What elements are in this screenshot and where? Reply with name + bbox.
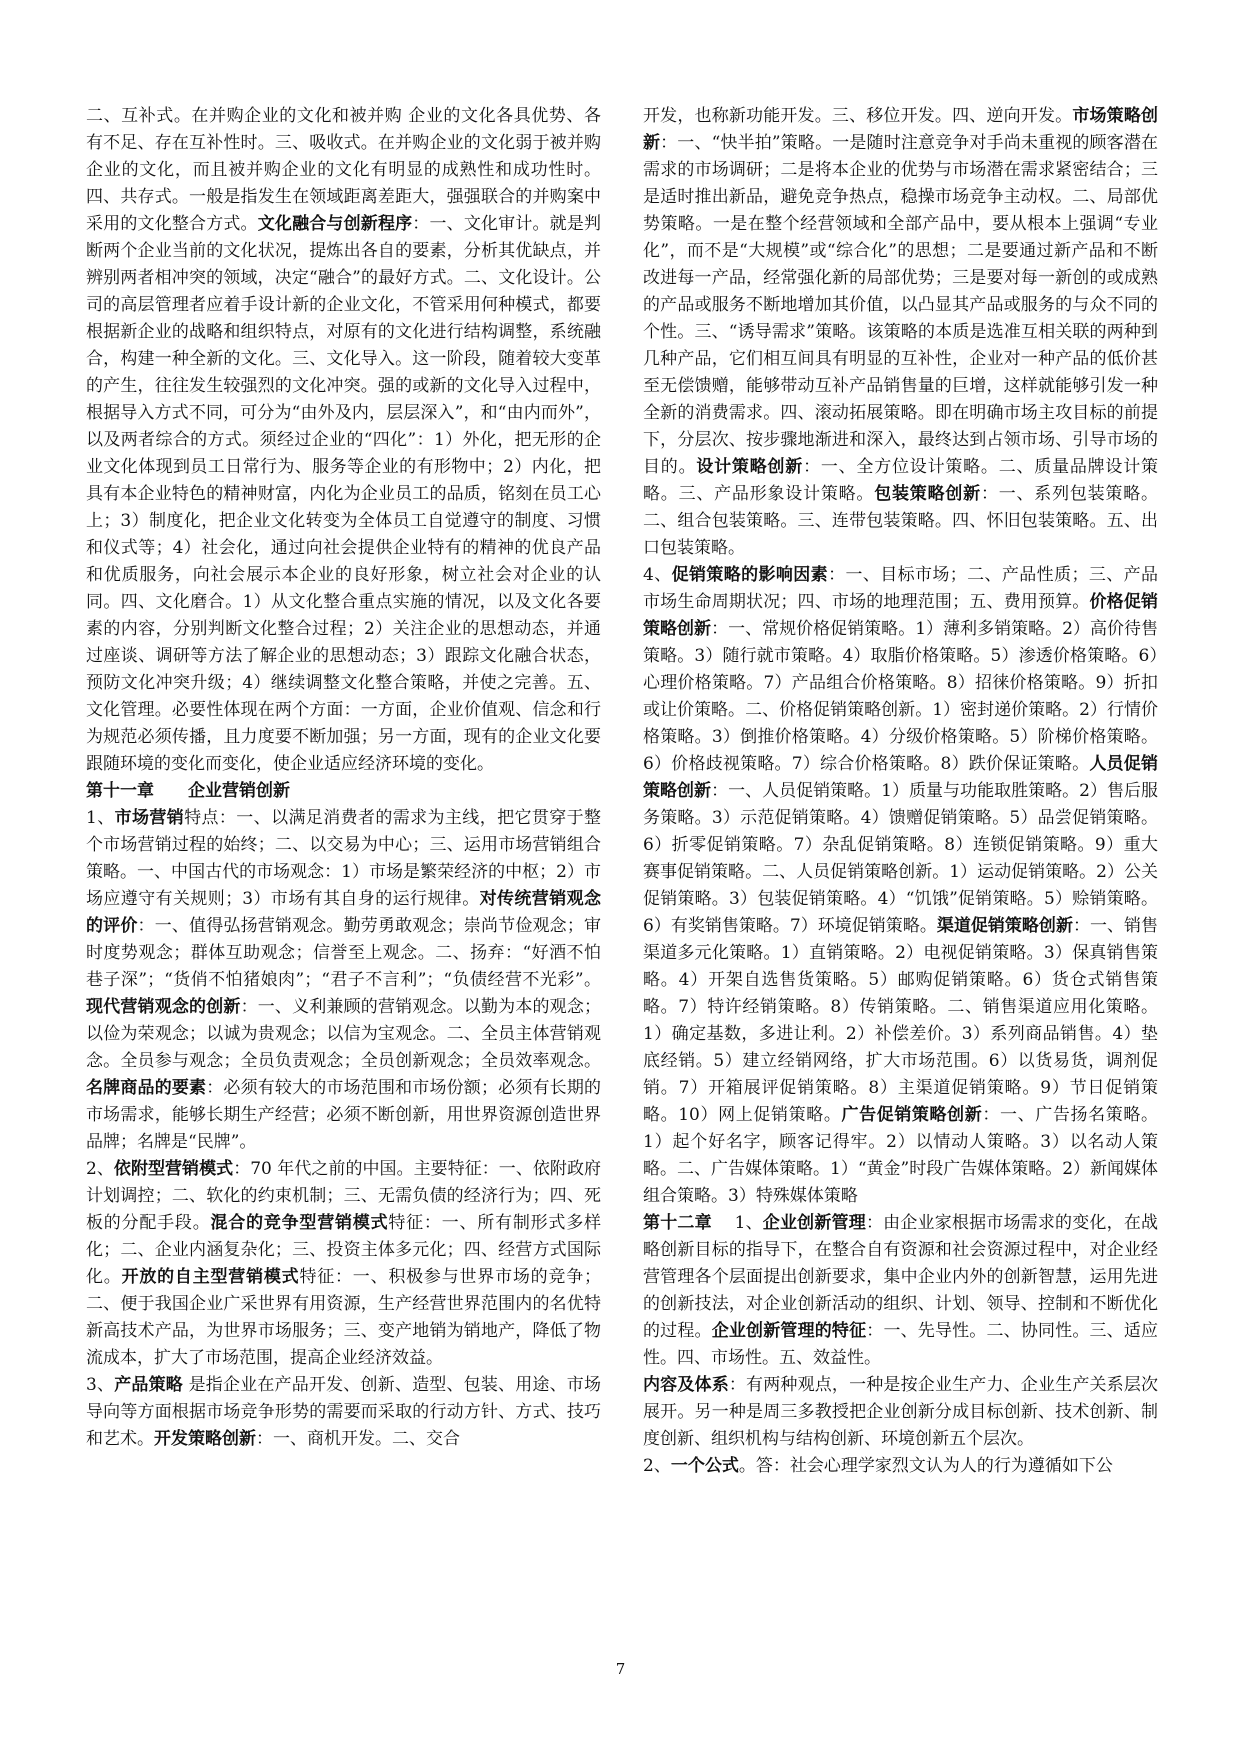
- bold-heading: 依附型营销模式: [113, 1159, 234, 1179]
- bold-heading: 内容及体系: [643, 1375, 729, 1395]
- text-run: 二、互补式。在并购企业的文化和被并购 企业的文化各具优势、各有不足、存在互补性时。三、吸收式。在并购企业的文化弱于被并购企业的文化，而且被并购企业的文化有明显的成熟性和成功性时。四、共存式。一般是指发生在领域距离差距大，强强联合的并购案中采用的文化整合方式。: [86, 106, 601, 234]
- bold-heading: 现代营销观念的创新: [86, 997, 241, 1017]
- bold-heading: 人员促销策略创新: [643, 754, 1158, 801]
- text-run: ：一、目标市场；二、产品性质；三、产品市场生命周期状况；四、市场的地理范围；五、费用预算。: [643, 565, 1158, 612]
- bold-heading: 设计策略创新: [696, 457, 804, 477]
- bold-heading: 名牌商品的要素: [86, 1078, 207, 1098]
- text-run: ：一、“快半拍”策略。一是随时注意竞争对手尚未重视的顾客潜在需求的市场调研；二是将本企业的优势与市场潜在需求紧密结合；三是适时推出新品，避免竞争热点，稳操市场竞争主动权。二、局部优势策略。一是在整个经营领域和全部产品中，要从根本上强调“专业化”，而不是“大规模”或“综合化”的思想；二是要通过新产品和不断改进每一产品，经常强化新的局部优势；三是要对每一新创的或成熟的产品或服务不断地增加其价值，以凸显其产品或服务的与众不同的个性。三、“诱导需求”策略。该策略的本质是选准互相关联的两种到几种产品，它们相互间具有明显的互补性，企业对一种产品的低价甚至无偿馈赠，能够带动互补产品销售量的巨增，这样就能够引发一种全新的消费需求。四、滚动拓展策略。即在明确市场主攻目标的前提下，分层次、按步骤地渐进和深入，最终达到占领市场、引导市场的目的。: [643, 133, 1158, 477]
- text-run: ：一、先导性。二、协同性。三、适应性。四、市场性。五、效益性。: [643, 1321, 1159, 1368]
- paragraph: [643, 103, 1158, 562]
- text-run: ：一、义利兼顾的营销观念。以勤为本的观念；以俭为荣观念；以诚为贵观念；以信为宝观念。二、全员主体营销观念。全员参与观念；全员负责观念；全员创新观念；全员效率观念。: [86, 997, 602, 1071]
- text-run: ：一、销售渠道多元化策略。1）直销策略。2）电视促销策略。3）保真销售策略。4）开架自选售货策略。5）邮购促销策略。6）货仓式销售策略。7）特许经销策略。8）传销策略。二、销售渠道应用化策略。1）确定基数，多进让利。2）补偿差价。3）系列商品销售。4）垫底经销。5）建立经销网络，扩大市场范围。6）以货易货，调剂促销。7）开箱展评促销策略。8）主渠道促销策略。9）节日促销策略。10）网上促销策略。: [643, 916, 1159, 1125]
- bold-heading: 渠道促销策略创新: [936, 916, 1073, 936]
- bold-heading: 企业创新管理: [762, 1213, 866, 1233]
- paragraph: [86, 1156, 601, 1372]
- bold-heading: 第十二章: [643, 1213, 712, 1233]
- text-run: 开发，也称新功能开发。三、移位开发。四、逆向开发。: [643, 106, 1073, 126]
- text-run: 4、: [643, 565, 672, 585]
- text-run: ：一、广告扬名策略。1）起个好名字，顾客记得牢。2）以情动人策略。3）以名动人策略。二、广告媒体策略。1）“黄金”时段广告媒体策略。2）新闻媒体组合策略。3）特殊媒体策略: [643, 1105, 1159, 1206]
- paragraph: [643, 1210, 1158, 1372]
- bold-heading: 第十一章 企业营销创新: [86, 781, 290, 801]
- text-run: ：由企业家根据市场需求的变化，在战略创新目标的指导下，在整合自有资源和社会资源过程中，对企业经营管理各个层面提出创新要求，集中企业内外的创新智慧，运用先进的创新技法，对企业创新活动的组织、计划、领导、控制和不断优化的过程。: [643, 1213, 1159, 1341]
- text-run: 是指企业在产品开发、创新、造型、包装、用途、市场导向等方面根据市场竞争形势的需要而采取的行动方针、方式、技巧和艺术。: [86, 1375, 601, 1449]
- text-run: 2、: [643, 1456, 671, 1476]
- right-column: [643, 103, 1158, 1663]
- document-page: [86, 103, 1158, 1663]
- text-run: ：一、文化审计。就是判断两个企业当前的文化状况，提炼出各自的要素，分析其优缺点，并辨别两者相冲突的领域，决定“融合”的最好方式。二、文化设计。公司的高层管理者应着手设计新的企业文化，不管采用何种模式，都要根据新企业的战略和组织特点，对原有的文化进行结构调整，系统融合，构建一种全新的文化。三、文化导入。这一阶段，随着较大变革的产生，往往发生较强烈的文化冲突。强的或新的文化导入过程中，根据导入方式不同，可分为“由外及内，层层深入”，和“由内而外”，以及两者综合的方式。须经过企业的“四化”：1）外化，把无形的企业文化体现到员工日常行为、服务等企业的有形物中；2）内化，把具有本企业特色的精神财富，内化为企业员工的品质，铭刻在员工心上；3）制度化，把企业文化转变为全体员工自觉遵守的制度、习惯和仪式等；4）社会化，通过向社会提供企业特有的精神的优良产品和优质服务，向社会展示本企业的良好形象，树立社会对企业的认同。四、文化磨合。1）从文化整合重点实施的情况，以及文化各要素的内容，分别判断文化整合过程；2）关注企业的思想动态，并通过座谈、调研等方法了解企业的思想动态；3）跟踪文化融合状态，预防文化冲突升级；4）继续调整文化整合策略，并使之完善。五、文化管理。必要性体现在两个方面：一方面，企业价值观、信念和行为规范必须传播，且力度要不断加强；另一方面，现有的企业文化要跟随环境的变化而变化，使企业适应经济环境的变化。: [86, 214, 602, 774]
- bold-heading: 促销策略的影响因素: [671, 565, 829, 585]
- bold-heading: 包装策略创新: [874, 484, 981, 504]
- text-run: 特征：一、积极参与世界市场的竞争；二、便于我国企业广采世界有用资源，生产经营世界范围内的名优特新高技术产品，为世界市场服务；三、变产地销为销地产，降低了物流成本，扩大了市场范围，提高企业经济效益。: [86, 1267, 602, 1368]
- bold-heading: 混合的竞争型营销模式: [210, 1213, 389, 1233]
- text-run: ：必须有较大的市场范围和市场份额；必须有长期的市场需求，能够长期生产经营；必须不断创新，用世界资源创造世界品牌；名牌是“民牌”。: [86, 1078, 602, 1152]
- bold-heading: 市场营销: [114, 808, 185, 828]
- text-run: 特征：一、所有制形式多样化；二、企业内涵复杂化；三、投资主体多元化；四、经营方式国际化。: [86, 1213, 602, 1287]
- text-run: ：有两种观点，一种是按企业生产力、企业生产关系层次展开。另一种是周三多教授把企业创新分成目标创新、技术创新、制度创新、组织机构与结构创新、环境创新五个层次。: [643, 1375, 1159, 1449]
- text-run: ：一、全方位设计策略。二、质量品牌设计策略。三、产品形象设计策略。: [643, 457, 1159, 504]
- bold-heading: 对传统营销观念的评价: [86, 889, 601, 936]
- text-run: 3、: [86, 1375, 115, 1395]
- paragraph: [643, 562, 1158, 1210]
- paragraph: [643, 1372, 1158, 1453]
- paragraph: [643, 1453, 1158, 1480]
- bold-heading: 文化融合与创新程序: [257, 214, 413, 234]
- text-run: 1、: [86, 808, 115, 828]
- bold-heading: 开发策略创新: [154, 1429, 256, 1449]
- text-run: ：70 年代之前的中国。主要特征：一、依附政府计划调控；二、软化的约束机制；三、无需负债的经济行为；四、死板的分配手段。: [86, 1159, 601, 1233]
- bold-heading: 开放的自主型营销模式: [121, 1267, 300, 1287]
- text-run: 特点：一、以满足消费者的需求为主线，把它贯穿于整个市场营销过程的始终；二、以交易为中心；三、运用市场营销组合策略。一、中国古代的市场观念：1）市场是繁荣经济的中枢；2）市场应遵守有关规则；3）市场有其自身的运行规律。: [86, 808, 602, 909]
- text-run: 。答：社会心理学家烈文认为人的行为遵循如下公: [738, 1456, 1113, 1476]
- paragraph: [86, 103, 601, 778]
- text-run: ：一、值得弘扬营销观念。勤劳勇敢观念；崇尚节俭观念；审时度势观念；群体互助观念；信誉至上观念。二、扬弃：“好酒不怕巷子深”；“货俏不怕猪娘肉”；“君子不言利”；“负债经营不光彩”。: [86, 916, 602, 990]
- text-run: ：一、常规价格促销策略。1）薄利多销策略。2）高价待售策略。3）随行就市策略。4）取脂价格策略。5）渗透价格策略。6）心理价格策略。7）产品组合价格策略。8）招徕价格策略。9）折扣或让价策略。二、价格促销策略创新。1）密封递价策略。2）行情价格策略。3）倒推价格策略。4）分级价格策略。5）阶梯价格策略。6）价格歧视策略。7）综合价格策略。8）跌价保证策略。: [643, 619, 1159, 774]
- text-run: ：一、系列包装策略。二、组合包装策略。三、连带包装策略。四、怀旧包装策略。五、出口包装策略。: [643, 484, 1159, 558]
- paragraph: [86, 1372, 601, 1453]
- text-run: 1、: [711, 1213, 763, 1233]
- bold-heading: 价格促销策略创新: [643, 592, 1159, 639]
- text-run: 2、: [86, 1159, 114, 1179]
- bold-heading: 市场策略创新: [643, 106, 1159, 153]
- page-number: 7: [615, 1660, 626, 1678]
- bold-heading: 广告促销策略创新: [841, 1105, 983, 1125]
- paragraph: [86, 805, 601, 1156]
- text-run: ：一、人员促销策略。1）质量与功能取胜策略。2）售后服务策略。3）示范促销策略。4）馈赠促销策略。5）品尝促销策略。6）折零促销策略。7）杂乱促销策略。8）连锁促销策略。9）重大赛事促销策略。二、人员促销策略创新。1）运动促销策略。2）公关促销策略。3）包装促销策略。4）“饥饿”促销策略。5）赊销策略。6）有奖销售策略。7）环境促销策略。: [643, 781, 1159, 936]
- paragraph: [86, 778, 601, 805]
- text-run: ：一、商机开发。二、交合: [256, 1429, 460, 1449]
- bold-heading: 产品策略: [114, 1375, 183, 1395]
- left-column: [86, 103, 601, 1663]
- bold-heading: 企业创新管理的特征: [711, 1321, 867, 1341]
- bold-heading: 一个公式: [670, 1456, 739, 1476]
